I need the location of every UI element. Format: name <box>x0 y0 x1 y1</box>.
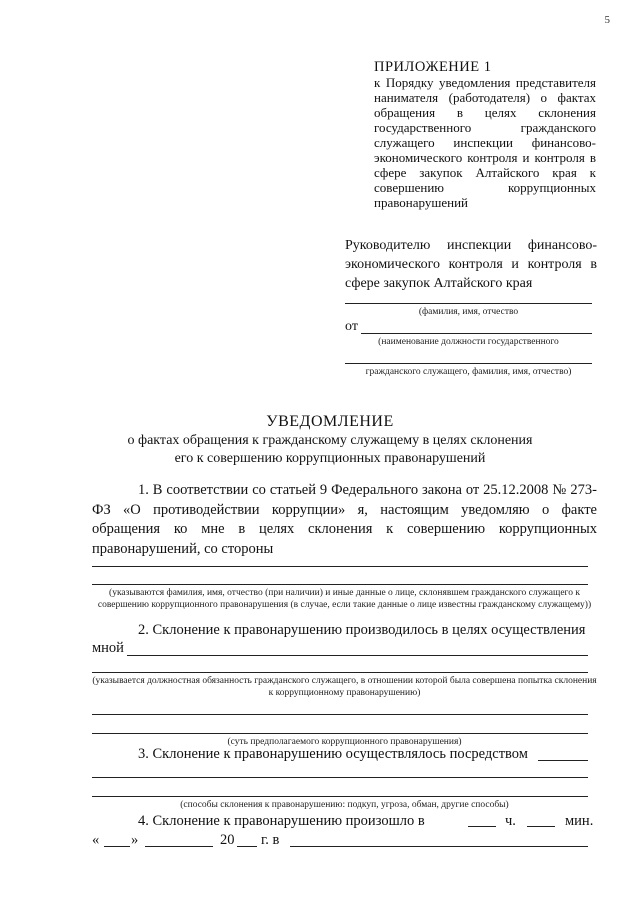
place-field[interactable] <box>290 846 588 847</box>
day-field[interactable] <box>104 846 130 847</box>
section-1 <box>92 481 597 559</box>
subtitle-line-2: его к совершению коррупционных правонарушений <box>174 451 486 466</box>
section-1-caption: (указываются фамилия, имя, отчество (при наличии) и иные данные о лице, склонявшем гражданского служащего к совершению коррупционного правонарушения (в случае, если такие данные о лице известны гражданскому служащему)) <box>97 588 592 610</box>
quote-close: » <box>131 832 139 848</box>
page-number: 5 <box>604 14 610 26</box>
appendix-title: ПРИЛОЖЕНИЕ 1 <box>374 59 492 75</box>
section-2-caption: (указывается должностная обязанность гражданского служащего, в отношении которой была совершена попытка склонения к коррупционному правонарушению) <box>92 676 597 698</box>
section-3-line-1[interactable] <box>92 777 588 778</box>
section-2-line-3[interactable] <box>92 714 588 715</box>
section-3-line-2[interactable] <box>92 796 588 797</box>
section-2-tail: мной <box>92 640 124 656</box>
section-2-line-1[interactable] <box>127 655 588 656</box>
hours-label: ч. <box>505 813 516 829</box>
section-2-line-2[interactable] <box>92 672 588 673</box>
section-4-text: 4. Склонение к правонарушению произошло в <box>138 813 425 829</box>
section-2 <box>92 621 597 641</box>
name-caption: (фамилия, имя, отчество <box>418 307 519 317</box>
subtitle-line-1: о фактах обращения к гражданскому служащему в целях склонения <box>127 433 533 448</box>
addressee-text: Руководителю инспекции финансово-экономического контроля и контроля в сфере закупок Алтайского края <box>345 238 597 291</box>
name-line[interactable] <box>345 303 592 304</box>
appendix-block <box>374 60 596 210</box>
from-label: от <box>345 319 358 334</box>
appendix-text: к Порядку уведомления представителя нанимателя (работодателя) о фактах обращения в целях склонения государственного гражданского служащего инспекции финансово-экономического контроля и контроля в сфере закупок Алтайского края к совершению коррупционных правонарушений <box>374 75 596 210</box>
quote-open: « <box>92 832 100 848</box>
minutes-label: мин. <box>565 813 594 829</box>
section-1-line-2[interactable] <box>92 584 588 585</box>
minutes-field[interactable] <box>527 826 555 827</box>
section-1-line-1[interactable] <box>92 566 588 567</box>
section-1-text: 1. В соответствии со статьей 9 Федерального закона от 25.12.2008 № 273-ФЗ «О противодействии коррупции» я, настоящим уведомляю о факте обращения ко мне в целях склонения к совершению коррупционных правонарушений, со стороны <box>92 482 597 557</box>
section-2-caption-2: (суть предполагаемого коррупционного правонарушения) <box>227 737 462 747</box>
document-subtitle <box>60 432 600 468</box>
document-title: УВЕДОМЛЕНИЕ <box>266 413 394 430</box>
section-3-line-0[interactable] <box>538 760 588 761</box>
year-suffix: г. в <box>261 832 280 848</box>
section-3-caption: (способы склонения к правонарушению: подкуп, угроза, обман, другие способы) <box>180 800 509 810</box>
section-2-text: 2. Склонение к правонарушению производилось в целях осуществления <box>138 622 586 638</box>
servant-caption: гражданского служащего, фамилия, имя, отчество) <box>365 367 572 377</box>
section-3-text: 3. Склонение к правонарушению осуществлялось посредством <box>138 746 528 762</box>
year-field[interactable] <box>237 846 257 847</box>
position-caption: (наименование должности государственного <box>378 337 559 347</box>
month-field[interactable] <box>145 846 213 847</box>
servant-line[interactable] <box>345 363 592 364</box>
position-line[interactable] <box>361 333 592 334</box>
year-prefix: 20 <box>220 832 235 848</box>
hours-field[interactable] <box>468 826 496 827</box>
section-3 <box>92 745 597 765</box>
section-2-line-4[interactable] <box>92 733 588 734</box>
